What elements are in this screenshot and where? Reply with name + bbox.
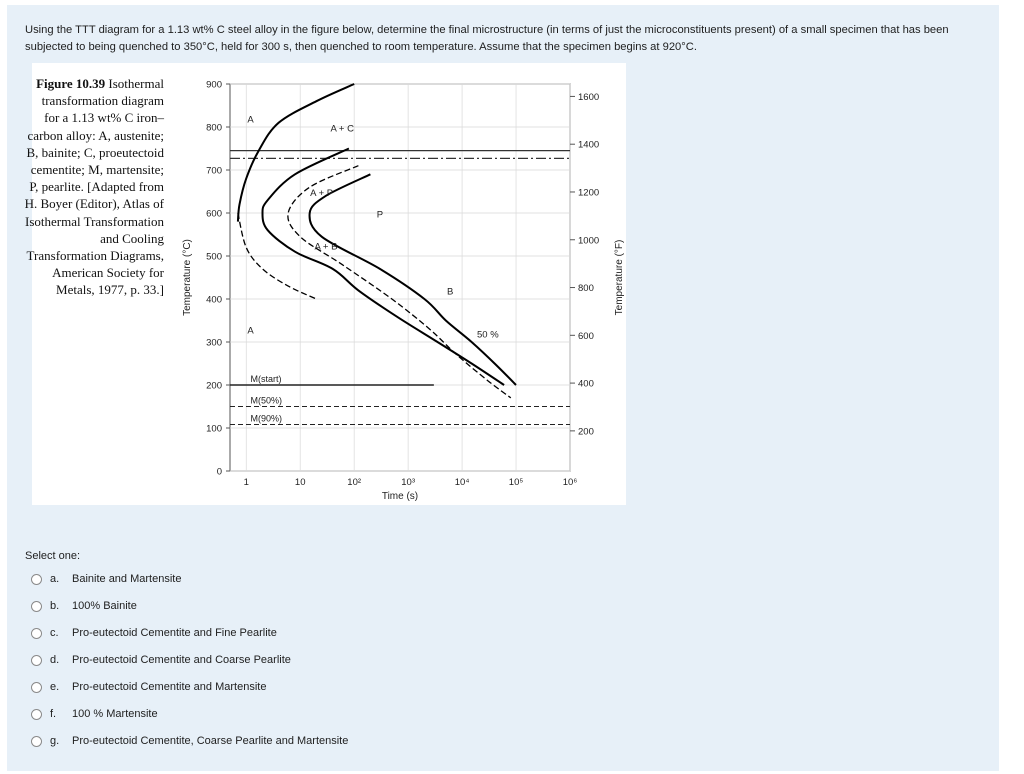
option-text: Pro-eutectoid Cementite and Martensite	[72, 681, 267, 693]
option-text: Pro-eutectoid Cementite and Fine Pearlite	[72, 627, 277, 639]
figure-caption-text: Isothermal transformation diagram for a 1.13 wt% C iron–carbon alloy: A, austenite; B, bainite; C, proeutectoid cementite; M, martensite; P, pearlite. [Adapted from H. Boyer (Editor), Atlas of Isothermal Transformation and Cooling Transformation Diagrams, American Society for Metals, 1977, p. 33.]	[24, 76, 164, 298]
option-letter: c.	[50, 627, 59, 639]
option-letter: b.	[50, 600, 60, 612]
option-text: 100% Bainite	[72, 600, 137, 612]
y2-tick-label: 1200	[578, 187, 600, 199]
x-tick-label: 10⁶	[562, 477, 578, 488]
y-tick-label: 100	[206, 423, 222, 435]
option-text: 100 % Martensite	[72, 708, 158, 720]
region-label: P	[376, 209, 384, 221]
x-tick-label: 10⁴	[454, 477, 470, 488]
radio-button[interactable]	[31, 655, 42, 666]
radio-button[interactable]	[31, 682, 42, 693]
y2-tick-label: 1000	[578, 235, 600, 247]
y-tick-label: 200	[206, 380, 222, 392]
question-panel	[7, 5, 999, 771]
x-tick-label: 1	[243, 477, 249, 488]
x-tick-label: 10⁵	[508, 477, 524, 488]
y2-tick-label: 600	[578, 330, 594, 342]
martensite-label: M(start)	[250, 374, 282, 384]
y2-tick-label: 400	[578, 378, 594, 390]
option-letter: f.	[50, 708, 57, 720]
figure-label: Figure 10.39	[36, 76, 106, 91]
y2-tick-label: 1400	[578, 139, 600, 151]
region-label: 50 %	[476, 329, 499, 341]
region-label: A	[247, 325, 254, 337]
option-letter: g.	[50, 735, 60, 747]
x-tick-label: 10³	[401, 477, 415, 488]
ttt-curve	[310, 174, 516, 385]
answer-option[interactable]	[31, 732, 451, 750]
ttt-chart	[32, 63, 626, 505]
martensite-label: M(90%)	[250, 413, 283, 424]
y2-axis-label: Temperature (°F)	[614, 239, 625, 316]
region-label: A + P	[310, 187, 334, 199]
x-tick-label: 10	[294, 477, 306, 488]
option-letter: e.	[50, 681, 60, 693]
y-tick-label: 0	[216, 466, 222, 478]
answer-option[interactable]	[31, 651, 451, 669]
y2-tick-label: 1600	[578, 91, 600, 103]
y-axis-label: Temperature (°C)	[182, 239, 193, 316]
y-tick-label: 700	[206, 165, 222, 177]
option-letter: d.	[50, 654, 60, 666]
region-label: A + C	[330, 123, 354, 135]
radio-button[interactable]	[31, 574, 42, 585]
y-tick-label: 600	[206, 208, 222, 220]
answer-option[interactable]	[31, 624, 451, 642]
y-tick-label: 400	[206, 294, 222, 306]
option-letter: a.	[50, 573, 60, 585]
x-axis-label: Time (s)	[381, 491, 419, 502]
radio-button[interactable]	[31, 736, 42, 747]
region-label: B	[446, 286, 454, 298]
ttt-curve	[262, 149, 504, 386]
region-label: A + B	[314, 241, 338, 253]
y-tick-label: 300	[206, 337, 222, 349]
y2-tick-label: 800	[578, 283, 594, 295]
y-tick-label: 900	[206, 79, 222, 91]
answer-option[interactable]	[31, 678, 451, 696]
question-text: Using the TTT diagram for a 1.13 wt% C steel alloy in the figure below, determine the final microstructure (in terms of just the microconstituents present) of a small specimen that has been subjected to being quenched to 350°C, held for 300 s, then quenched to room temperature. Assume that the specimen begins at 920°C.	[25, 24, 949, 53]
radio-button[interactable]	[31, 628, 42, 639]
ttt-figure	[24, 63, 626, 505]
radio-button[interactable]	[31, 709, 42, 720]
martensite-label: M(50%)	[250, 395, 283, 406]
option-text: Bainite and Martensite	[72, 573, 182, 585]
option-text: Pro-eutectoid Cementite, Coarse Pearlite and Martensite	[72, 735, 349, 747]
region-label: A	[247, 114, 254, 126]
y2-tick-label: 200	[578, 426, 594, 438]
answer-option[interactable]	[31, 705, 451, 723]
y-tick-label: 500	[206, 251, 222, 263]
ttt-curve	[238, 84, 354, 222]
select-one-prompt: Select one:	[25, 550, 81, 562]
x-tick-label: 10²	[347, 477, 362, 488]
option-text: Pro-eutectoid Cementite and Coarse Pearlite	[72, 654, 291, 666]
radio-button[interactable]	[31, 601, 42, 612]
y-tick-label: 800	[206, 122, 222, 134]
answer-option[interactable]	[31, 597, 451, 615]
answer-option[interactable]	[31, 570, 451, 588]
